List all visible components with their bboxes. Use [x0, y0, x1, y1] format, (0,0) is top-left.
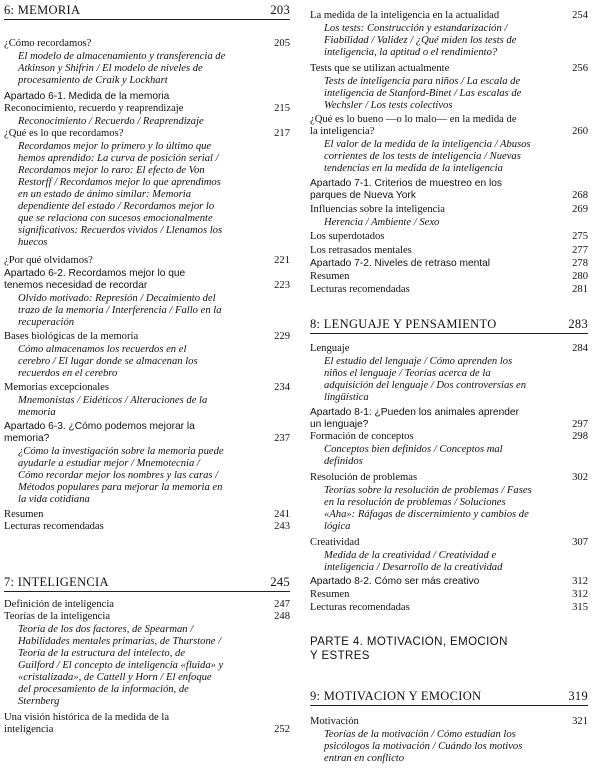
toc-entry [310, 258, 588, 270]
toc-entry [310, 63, 588, 75]
toc-subtopics [4, 494, 290, 506]
toc-entry [4, 421, 290, 433]
entry-title: ayudarle a estudiar mejor / Mnemotecnia / [18, 458, 200, 469]
toc-entry [310, 431, 588, 443]
toc-entry [4, 724, 290, 736]
entry-title: inteligencia de Stanford-Binet / Las escalas de [324, 88, 522, 99]
entry-title: del procesamiento de la información, de [18, 684, 189, 695]
toc-subtopics [310, 509, 588, 521]
toc-entry [310, 407, 588, 419]
entry-title: Olvido motivado: Represión / Decaimiento del [18, 293, 216, 304]
entry-title: Los tests: Construcción y estandarización / [324, 23, 508, 34]
toc-subtopics [4, 305, 290, 317]
toc-subtopics [310, 741, 588, 753]
toc-subtopics [310, 356, 588, 368]
toc-entry [310, 271, 588, 283]
entry-title: El valor de la medida de la inteligencia / Abusos [324, 139, 531, 150]
toc-subtopics [4, 446, 290, 458]
entry-title: Fiabilidad / Validez / ¿Qué miden los tests de [324, 35, 517, 46]
toc-entry [4, 280, 290, 292]
page-number: 245 [270, 575, 290, 589]
entry-title: Los superdotados [310, 231, 385, 242]
entry-title: la inteligencia? [310, 126, 375, 137]
toc-subtopics [4, 672, 290, 684]
entry-title: ¿Cómo la investigación sobre la memoria puede [18, 446, 224, 457]
toc-subtopics [4, 696, 290, 708]
toc-entry [4, 433, 290, 445]
entry-title: Apartado 6-3. ¿Cómo podemos mejorar la [4, 421, 195, 432]
entry-title: Formación de conceptos [310, 431, 414, 442]
entry-title: en un estado de ánimo similar: Memoria [18, 189, 192, 200]
entry-title: memoria [18, 407, 56, 418]
page-number: 298 [572, 431, 588, 442]
page-number: 321 [572, 716, 588, 727]
toc-subtopics [310, 47, 588, 59]
entry-title: Teorías sobre la resolución de problemas / Fases [324, 485, 532, 496]
toc-subtopics [4, 189, 290, 201]
page-number: 221 [274, 255, 290, 266]
toc-subtopics [310, 139, 588, 151]
toc-subtopics [310, 729, 588, 741]
entry-title: «cristalizada», de Cattell y Horn / El enfoque [18, 672, 212, 683]
toc-subtopics [4, 141, 290, 153]
toc-entry [4, 38, 290, 50]
part-heading [310, 636, 588, 648]
page-number: 203 [270, 3, 290, 17]
entry-title: Memorias excepcionales [4, 382, 110, 393]
page-number: 307 [572, 537, 588, 548]
page-number: 278 [572, 258, 588, 269]
heading-rule [310, 333, 588, 334]
toc-subtopics [4, 201, 290, 213]
toc-subtopics [310, 368, 588, 380]
toc-subtopics [4, 660, 290, 672]
chapter-heading [4, 576, 290, 588]
entry-title: Motivación [310, 716, 359, 727]
page-number: 312 [572, 589, 588, 600]
entry-title: Apartado 6-2. Recordamos mejor lo que [4, 268, 186, 279]
entry-title: corrientes de los tests de inteligencia / Nuevas [324, 151, 521, 162]
toc-subtopics [310, 485, 588, 497]
entry-title: Medida de la creatividad / Creatividad e [324, 550, 497, 561]
entry-title: El modelo de almacenamiento y transferencia de [18, 51, 226, 62]
page-number: 284 [572, 343, 588, 354]
page-number: 269 [572, 204, 588, 215]
entry-title: Atkinson y Shifrin / El modelo de niveles de [18, 63, 203, 74]
toc-subtopics [310, 562, 588, 574]
entry-title: ¿Por qué olvidamos? [4, 255, 93, 266]
entry-title: inteligencia, la aptitud o el rendimiento? [324, 47, 498, 58]
toc-entry [4, 128, 290, 140]
entry-title: Recordamos mejor lo primero y lo último que [18, 141, 212, 152]
entry-title: 9: MOTIVACION Y EMOCION [310, 689, 482, 703]
entry-title: Los retrasados mentales [310, 245, 412, 256]
page-number: 254 [572, 10, 588, 21]
toc-entry [4, 509, 290, 521]
entry-title: Restorff / Recordamos mejor lo que aprendimos [18, 177, 221, 188]
toc-entry [4, 268, 290, 280]
page-number: 319 [568, 689, 588, 703]
entry-title: huecos [18, 237, 48, 248]
entry-title: Bases biológicas de la memoria [4, 331, 139, 342]
toc-entry [4, 521, 290, 533]
toc-subtopics [310, 151, 588, 163]
entry-title: 8: LENGUAJE Y PENSAMIENTO [310, 317, 497, 331]
page-number: 247 [274, 599, 290, 610]
toc-subtopics [4, 116, 290, 128]
entry-title: Creatividad [310, 537, 360, 548]
heading-rule [310, 705, 588, 706]
entry-title: memoria? [4, 433, 50, 444]
entry-title: Resumen [4, 509, 44, 520]
entry-title: Mnemonistas / Eidéticos / Alteraciones de la [18, 395, 208, 406]
toc-subtopics [4, 624, 290, 636]
entry-title: Sternberg [18, 696, 60, 707]
toc-subtopics [4, 356, 290, 368]
toc-subtopics [310, 217, 588, 229]
page-number: 252 [274, 724, 290, 735]
page-number: 241 [274, 509, 290, 520]
toc-entry [310, 537, 588, 549]
toc-entry [4, 103, 290, 115]
entry-title: Lecturas recomendadas [310, 602, 410, 613]
entry-title: Teorías de la inteligencia [4, 611, 111, 622]
toc-entry [4, 91, 290, 103]
toc-subtopics [4, 458, 290, 470]
entry-title: recuperación [18, 317, 75, 328]
entry-title: Teoría de los dos factores, de Spearman / [18, 624, 194, 635]
entry-title: Lecturas recomendadas [310, 284, 410, 295]
entry-title: Apartado 7-1. Criterios de muestreo en los [310, 178, 502, 189]
entry-title: Y ESTRES [310, 650, 370, 662]
toc-subtopics [310, 76, 588, 88]
entry-title: la vida cotidiana [18, 494, 90, 505]
chapter-heading [310, 690, 588, 702]
entry-title: lingüística [324, 392, 369, 403]
toc-entry [4, 712, 290, 724]
page-number: 283 [568, 317, 588, 331]
entry-title: cerebro / El lugar donde se almacenan los [18, 356, 198, 367]
toc-entry [310, 716, 588, 728]
toc-subtopics [4, 153, 290, 165]
toc-entry [4, 331, 290, 343]
entry-title: Cómo recordar mejor los nombres y las caras / [18, 470, 219, 481]
entry-title: La medida de la inteligencia en la actualidad [310, 10, 500, 21]
toc-subtopics [310, 380, 588, 392]
toc-subtopics [310, 392, 588, 404]
page-number: 237 [274, 433, 290, 444]
entry-title: Habilidades mentales primarias, de Thurstone / [18, 636, 222, 647]
entry-title: 6: MEMORIA [4, 3, 81, 17]
toc-subtopics [310, 88, 588, 100]
entry-title: Métodos populares para mejorar la memoria en [18, 482, 223, 493]
page-number: 234 [274, 382, 290, 393]
toc-subtopics [310, 753, 588, 765]
toc-subtopics [4, 63, 290, 75]
entry-title: Recordamos mejor lo raro: El efecto de Von [18, 165, 205, 176]
chapter-heading [310, 318, 588, 330]
toc-entry [310, 576, 588, 588]
toc-entry [310, 589, 588, 601]
entry-title: recuerdos en el cerebro [18, 368, 118, 379]
toc-entry [310, 602, 588, 614]
entry-title: PARTE 4. MOTIVACION, EMOCION [310, 636, 508, 648]
entry-title: ¿Qué es lo que recordamos? [4, 128, 124, 139]
entry-title: en la resolución de problemas / Soluciones [324, 497, 506, 508]
entry-title: inteligencia / Desarrollo de la creatividad [324, 562, 503, 573]
entry-title: Lecturas recomendadas [4, 521, 104, 532]
toc-entry [310, 126, 588, 138]
page-number: 268 [572, 190, 588, 201]
toc-subtopics [4, 407, 290, 419]
part-heading [310, 650, 588, 662]
entry-title: Definición de inteligencia [4, 599, 115, 610]
page-number: 302 [572, 472, 588, 483]
entry-title: entran en conflicto [324, 753, 405, 764]
entry-title: parques de Nueva York [310, 190, 416, 201]
entry-title: adquisición del lenguaje / Dos controversias en [324, 380, 527, 391]
toc-entry [310, 231, 588, 243]
toc-entry [4, 611, 290, 623]
toc-subtopics [4, 165, 290, 177]
entry-title: Resolución de problemas [310, 472, 418, 483]
entry-title: Conceptos bien definidos / Conceptos mal [324, 444, 503, 455]
toc-subtopics [4, 395, 290, 407]
toc-subtopics [4, 293, 290, 305]
entry-title: Reconocimiento / Recuerdo / Reaprendizaje [18, 116, 204, 127]
entry-title: Apartado 8-1: ¿Pueden los animales aprender [310, 407, 519, 418]
entry-title: Resumen [310, 271, 350, 282]
page-number: 248 [274, 611, 290, 622]
page-number: 312 [572, 576, 588, 587]
toc-subtopics [4, 470, 290, 482]
page-number: 315 [572, 602, 588, 613]
entry-title: Teorías de la motivación / Cómo estudian los [324, 729, 516, 740]
entry-title: ¿Qué es lo bueno —o lo malo— en la medida de [310, 114, 517, 125]
page-number: 217 [274, 128, 290, 139]
entry-title: Una visión histórica de la medida de la [4, 712, 170, 723]
toc-entry [310, 114, 588, 126]
toc-subtopics [4, 482, 290, 494]
page-number: 281 [572, 284, 588, 295]
toc-subtopics [4, 317, 290, 329]
toc-subtopics [310, 163, 588, 175]
entry-title: Tests que se utilizan actualmente [310, 63, 450, 74]
entry-title: un lenguaje? [310, 419, 369, 430]
toc-subtopics [310, 456, 588, 468]
page-number: 223 [274, 280, 290, 291]
toc-entry [310, 178, 588, 190]
page-number: 229 [274, 331, 290, 342]
entry-title: Resumen [310, 589, 350, 600]
entry-title: 7: INTELIGENCIA [4, 575, 109, 589]
toc-subtopics [4, 213, 290, 225]
toc-subtopics [4, 177, 290, 189]
toc-subtopics [4, 636, 290, 648]
entry-title: «Aha»: Ráfagas de discernimiento y cambios de [324, 509, 529, 520]
entry-title: Reconocimiento, recuerdo y reaprendizaje [4, 103, 184, 114]
chapter-heading [4, 4, 290, 16]
entry-title: Influencias sobre la inteligencia [310, 204, 446, 215]
toc-subtopics [310, 497, 588, 509]
entry-title: lógica [324, 521, 351, 532]
entry-title: definidos [324, 456, 363, 467]
entry-title: ¿Cómo recordamos? [4, 38, 92, 49]
toc-subtopics [4, 368, 290, 380]
toc-subtopics [4, 225, 290, 237]
entry-title: significativos: Recuerdos vividos / Llenamos los [18, 225, 223, 236]
page-number: 256 [572, 63, 588, 74]
toc-subtopics [310, 35, 588, 47]
toc-subtopics [4, 75, 290, 87]
toc-entry [310, 343, 588, 355]
entry-title: Apartado 6-1. Medida de la memoria [4, 91, 170, 102]
toc-entry [310, 472, 588, 484]
toc-entry [310, 419, 588, 431]
entry-title: Apartado 7-2. Niveles de retraso mental [310, 258, 491, 269]
toc-subtopics [310, 23, 588, 35]
entry-title: tenemos necesidad de recordar [4, 280, 148, 291]
toc-entry [310, 284, 588, 296]
entry-title: procesamiento de Craik y Lockhart [18, 75, 168, 86]
toc-subtopics [4, 51, 290, 63]
toc-subtopics [310, 521, 588, 533]
page-number: 215 [274, 103, 290, 114]
toc-entry [4, 599, 290, 611]
entry-title: Apartado 8-2. Cómo ser más creativo [310, 576, 480, 587]
toc-subtopics [4, 344, 290, 356]
entry-title: Guilford / El concepto de inteligencia «fluida» y [18, 660, 224, 671]
page-number: 260 [572, 126, 588, 137]
entry-title: Lenguaje [310, 343, 350, 354]
toc-entry [310, 204, 588, 216]
page-number: 205 [274, 38, 290, 49]
entry-title: Wechsler / Los tests colectivos [324, 100, 453, 111]
toc-subtopics [310, 100, 588, 112]
entry-title: que se relaciona con sucesos emocionalmente [18, 213, 213, 224]
entry-title: psicólogos la motivación / Cuándo los motivos [324, 741, 523, 752]
entry-title: Teoría de la estructura del intelecto, de [18, 648, 186, 659]
entry-title: hemos aprendido: La curva de posición serial / [18, 153, 219, 164]
toc-subtopics [310, 444, 588, 456]
toc-entry [310, 10, 588, 22]
entry-title: niños el lenguaje / Teorías acerca de la [324, 368, 491, 379]
toc-subtopics [4, 237, 290, 249]
entry-title: Herencia / Ambiente / Sexo [324, 217, 440, 228]
toc-entry [4, 382, 290, 394]
entry-title: dependiente del estado / Recordamos mejor lo [18, 201, 215, 212]
heading-rule [4, 591, 290, 592]
toc-entry [310, 245, 588, 257]
page-number: 243 [274, 521, 290, 532]
page-number: 280 [572, 271, 588, 282]
toc-entry [310, 190, 588, 202]
toc-entry [4, 255, 290, 267]
toc-subtopics [310, 550, 588, 562]
page-number: 275 [572, 231, 588, 242]
entry-title: Tests de inteligencia para niños / La escala de [324, 76, 521, 87]
toc-subtopics [4, 648, 290, 660]
entry-title: inteligencia [4, 724, 54, 735]
heading-rule [4, 19, 290, 20]
entry-title: tendencias en la medida de la inteligencia [324, 163, 503, 174]
entry-title: trazo de la memoria / Interferencia / Fallo en la [18, 305, 222, 316]
entry-title: El estudio del lenguaje / Cómo aprenden los [324, 356, 513, 367]
page-number: 297 [572, 419, 588, 430]
entry-title: Cómo almacenamos los recuerdos en el [18, 344, 187, 355]
page-number: 277 [572, 245, 588, 256]
toc-subtopics [4, 684, 290, 696]
